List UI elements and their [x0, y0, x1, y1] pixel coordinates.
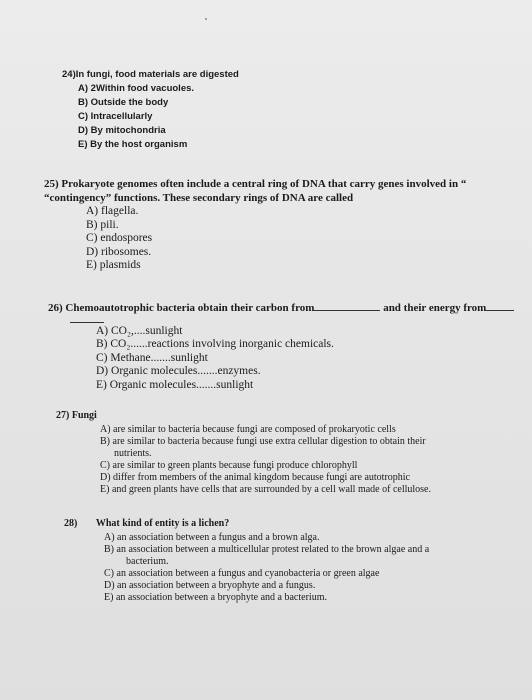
option-a: A) flagella. — [86, 205, 139, 217]
option-d: D) ribosomes. — [86, 245, 152, 258]
option-e: E) Organic molecules.......sunlight — [96, 378, 254, 391]
question-stem-line-1: 25) Prokaryote genomes often include a central ring of DNA that carry genes involved in “ — [44, 178, 467, 190]
option-b: B) CO₂......reactions involving inorganic chemicals. — [96, 338, 334, 350]
option-c: C) Methane.......sunlight — [96, 351, 208, 364]
option-a: A) CO₂,....sunlight — [96, 324, 183, 337]
option-a: A) 2Within food vacuoles. — [78, 83, 195, 94]
option-c: C) endospores — [86, 232, 153, 244]
option-e: E) plasmids — [86, 259, 141, 271]
question-27 — [56, 410, 431, 496]
question-stem-line-2: “contingency” functions. These secondary rings of DNA are called — [44, 191, 354, 204]
question-24 — [62, 68, 239, 152]
question-number: 28) — [64, 518, 78, 529]
option-c: C) an association between a fungus and cyanobacteria or green algae — [104, 568, 380, 579]
option-b: B) an association between a multicellular protest related to the brown algae and a — [104, 544, 430, 555]
option-b: B) are similar to bacteria because fungi use extra cellular digestion to obtain their — [100, 436, 426, 447]
question-28 — [64, 518, 429, 604]
stem-part-2: and their energy from — [383, 302, 487, 314]
answer-blank-2 — [486, 300, 514, 311]
option-d: D) Organic molecules.......enzymes. — [96, 365, 261, 377]
stem-part-1: 26) Chemoautotrophic bacteria obtain their carbon from — [48, 302, 315, 314]
question-stem — [48, 300, 514, 316]
option-d: D) By mitochondria — [78, 125, 166, 136]
option-d: D) differ from members of the animal kingdom because fungi are autotrophic — [100, 472, 410, 483]
option-a: A) an association between a fungus and a brown alga. — [104, 532, 320, 543]
answer-blank-1 — [314, 300, 380, 311]
option-b-continued: bacterium. — [126, 556, 169, 567]
option-d: D) an association between a bryophyte and a fungus. — [104, 580, 316, 591]
option-b: B) Outside the body — [78, 97, 169, 108]
option-c: C) Intracellularly — [78, 111, 153, 122]
question-stem: 27) Fungi — [56, 410, 97, 421]
option-e: E) By the host organism — [78, 139, 188, 150]
option-e: E) an association between a bryophyte and a bacterium. — [104, 592, 327, 603]
question-26 — [48, 300, 514, 392]
option-e: E) and green plants have cells that are surrounded by a cell wall made of cellulose. — [100, 484, 431, 495]
question-25 — [44, 178, 466, 273]
question-stem: 24)In fungi, food materials are digested — [62, 69, 239, 80]
page-speck — [205, 18, 207, 20]
option-b-continued: nutrients. — [114, 448, 152, 459]
answer-blank-2-cont — [70, 316, 104, 323]
option-c: C) are similar to green plants because fungi produce chlorophyll — [100, 460, 358, 471]
question-text: What kind of entity is a lichen? — [95, 518, 230, 529]
option-a: A) are similar to bacteria because fungi are composed of prokaryotic cells — [100, 424, 396, 435]
option-b: B) pili. — [86, 218, 119, 231]
question-stem — [64, 518, 429, 530]
